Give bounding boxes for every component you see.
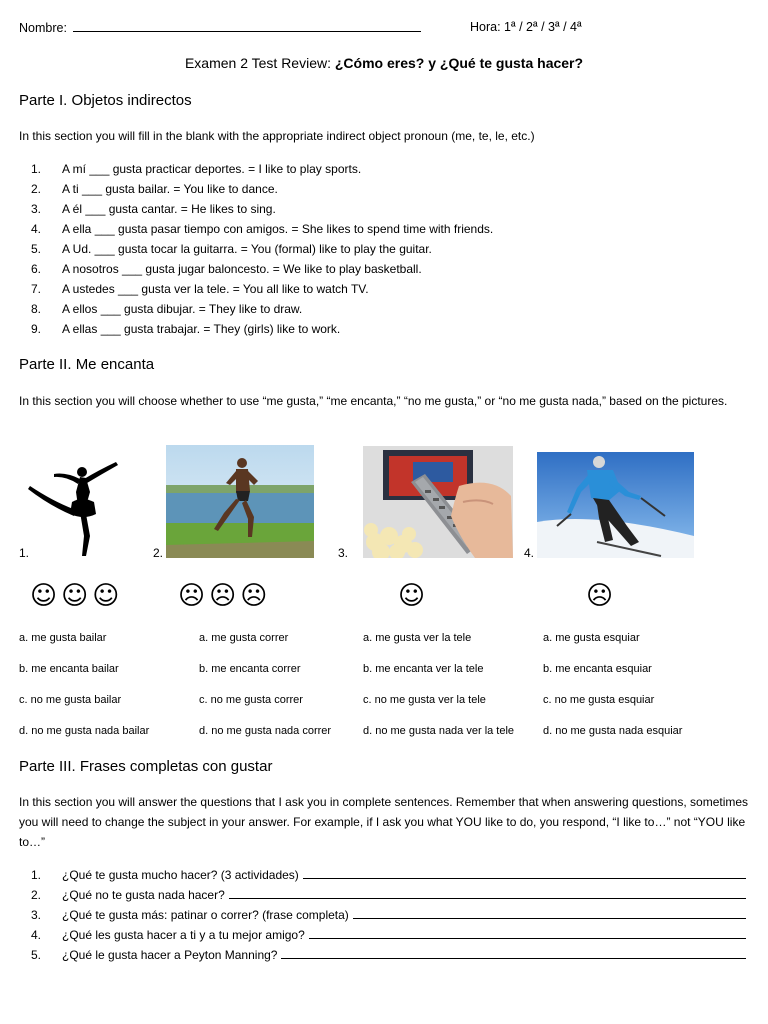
answer-option[interactable]: d. no me gusta nada correr bbox=[199, 725, 332, 737]
part1-heading: Parte I. Objetos indirectos bbox=[19, 92, 192, 109]
frowny-faces-icon: ☹☹☹ bbox=[178, 581, 272, 611]
item-text: A ti ___ gusta bailar. = You like to dance. bbox=[62, 182, 278, 196]
item-text: A mí ___ gusta practicar deportes. = I like to play sports. bbox=[62, 162, 362, 176]
question-item bbox=[19, 945, 746, 965]
question-number: 4. bbox=[30, 928, 41, 942]
answer-option[interactable]: a. me gusta esquiar bbox=[543, 632, 640, 644]
item-number: 7. bbox=[30, 282, 41, 296]
question-number: 3. bbox=[30, 908, 41, 922]
item-number: 4. bbox=[30, 222, 41, 236]
item-text: A ellos ___ gusta dibujar. = They like to draw. bbox=[62, 302, 303, 316]
item-text: A ellas ___ gusta trabajar. = They (girls) like to work. bbox=[62, 322, 341, 336]
answer-blank[interactable] bbox=[353, 907, 746, 919]
fill-in-item[interactable] bbox=[19, 299, 493, 319]
picture-number-1: 1. bbox=[19, 546, 30, 560]
item-text: A Ud. ___ gusta tocar la guitarra. = You (formal) like to play the guitar. bbox=[62, 242, 432, 256]
answer-option[interactable]: d. no me gusta nada bailar bbox=[19, 725, 150, 737]
question-text: ¿Qué les gusta hacer a ti y a tu mejor amigo? bbox=[62, 928, 305, 942]
name-field[interactable] bbox=[19, 20, 421, 35]
answer-option[interactable]: b. me encanta esquiar bbox=[543, 663, 652, 675]
fill-in-item[interactable] bbox=[19, 319, 493, 339]
title-prefix: Examen 2 Test Review: bbox=[184, 55, 335, 71]
question-item bbox=[19, 865, 746, 885]
hora-label: Hora: 1ª / 2ª / 3ª / 4ª bbox=[470, 20, 582, 34]
item-text: A ustedes ___ gusta ver la tele. = You all like to watch TV. bbox=[62, 282, 369, 296]
answer-blank[interactable] bbox=[303, 867, 746, 879]
question-text: ¿Qué no te gusta nada hacer? bbox=[62, 888, 225, 902]
answer-option[interactable]: d. no me gusta nada ver la tele bbox=[363, 725, 515, 737]
answer-option[interactable]: d. no me gusta nada esquiar bbox=[543, 725, 683, 737]
name-blank[interactable] bbox=[73, 20, 421, 32]
item-number: 8. bbox=[30, 302, 41, 316]
answer-blank[interactable] bbox=[309, 927, 746, 939]
answer-option[interactable]: c. no me gusta bailar bbox=[19, 694, 122, 706]
question-text: ¿Qué te gusta mucho hacer? (3 actividades) bbox=[62, 868, 299, 882]
answer-blank[interactable] bbox=[281, 947, 746, 959]
skier-image bbox=[537, 452, 694, 558]
question-item bbox=[19, 885, 746, 905]
picture-number-3: 3. bbox=[338, 546, 349, 560]
question-text: ¿Qué te gusta más: patinar o correr? (frase completa) bbox=[62, 908, 349, 922]
fill-in-item[interactable] bbox=[19, 199, 493, 219]
picture-number-2: 2. bbox=[153, 546, 164, 560]
question-number: 1. bbox=[30, 868, 41, 882]
part1-intro: In this section you will fill in the blank with the appropriate indirect object pronoun (me, te, le, etc.) bbox=[19, 129, 535, 143]
part1-list bbox=[19, 159, 493, 339]
item-text: A ella ___ gusta pasar tiempo con amigos. = She likes to spend time with friends. bbox=[62, 222, 494, 236]
smiley-faces-icon: ☺☺☺ bbox=[30, 581, 124, 611]
fill-in-item[interactable] bbox=[19, 259, 493, 279]
question-item bbox=[19, 905, 746, 925]
fill-in-item[interactable] bbox=[19, 219, 493, 239]
part2-heading: Parte II. Me encanta bbox=[19, 356, 155, 373]
item-number: 9. bbox=[30, 322, 41, 336]
answer-blank[interactable] bbox=[229, 887, 746, 899]
item-number: 6. bbox=[30, 262, 41, 276]
page-title bbox=[0, 55, 768, 71]
answer-option[interactable]: a. me gusta ver la tele bbox=[363, 632, 472, 644]
item-text: A él ___ gusta cantar. = He likes to sing. bbox=[62, 202, 276, 216]
part3-list bbox=[19, 865, 746, 965]
item-number: 3. bbox=[30, 202, 41, 216]
question-number: 5. bbox=[30, 948, 41, 962]
item-number: 2. bbox=[30, 182, 41, 196]
answer-option[interactable]: b. me encanta correr bbox=[199, 663, 301, 675]
question-item bbox=[19, 925, 746, 945]
answer-option[interactable]: a. me gusta correr bbox=[199, 632, 289, 644]
fill-in-item[interactable] bbox=[19, 159, 493, 179]
ballerina-image bbox=[24, 456, 132, 560]
part3-intro: In this section you will answer the questions that I ask you in complete sentences. Remember that when answering questions, sometimes you will need to change the subject in your answer. For example, if I ask you what YOU like to do, you respond, “I like to…” not “YOU like to…” bbox=[19, 795, 749, 849]
name-label: Nombre: bbox=[19, 21, 67, 35]
answer-option[interactable]: b. me encanta bailar bbox=[19, 663, 119, 675]
fill-in-item[interactable] bbox=[19, 239, 493, 259]
answer-option[interactable]: b. me encanta ver la tele bbox=[363, 663, 484, 675]
fill-in-item[interactable] bbox=[19, 179, 493, 199]
runner-image bbox=[166, 445, 314, 558]
item-number: 1. bbox=[30, 162, 41, 176]
part3-heading: Parte III. Frases completas con gustar bbox=[19, 758, 273, 775]
part2-intro: In this section you will choose whether to use “me gusta,” “me encanta,” “no me gusta,” or “no me gusta nada,” based on the pictures. bbox=[19, 394, 728, 408]
tv-remote-image bbox=[363, 446, 513, 558]
answer-option[interactable]: c. no me gusta correr bbox=[199, 694, 303, 706]
answer-option[interactable]: a. me gusta bailar bbox=[19, 632, 107, 644]
item-number: 5. bbox=[30, 242, 41, 256]
picture-number-4: 4. bbox=[524, 546, 535, 560]
answer-option[interactable]: c. no me gusta ver la tele bbox=[363, 694, 486, 706]
item-text: A nosotros ___ gusta jugar baloncesto. = We like to play basketball. bbox=[62, 262, 422, 276]
fill-in-item[interactable] bbox=[19, 279, 493, 299]
title-bold: ¿Cómo eres? y ¿Qué te gusta hacer? bbox=[334, 55, 584, 71]
question-text: ¿Qué le gusta hacer a Peyton Manning? bbox=[62, 948, 278, 962]
answer-option[interactable]: c. no me gusta esquiar bbox=[543, 694, 655, 706]
frowny-face-icon: ☹ bbox=[586, 581, 614, 611]
smiley-face-icon: ☺ bbox=[398, 581, 426, 611]
question-number: 2. bbox=[30, 888, 41, 902]
